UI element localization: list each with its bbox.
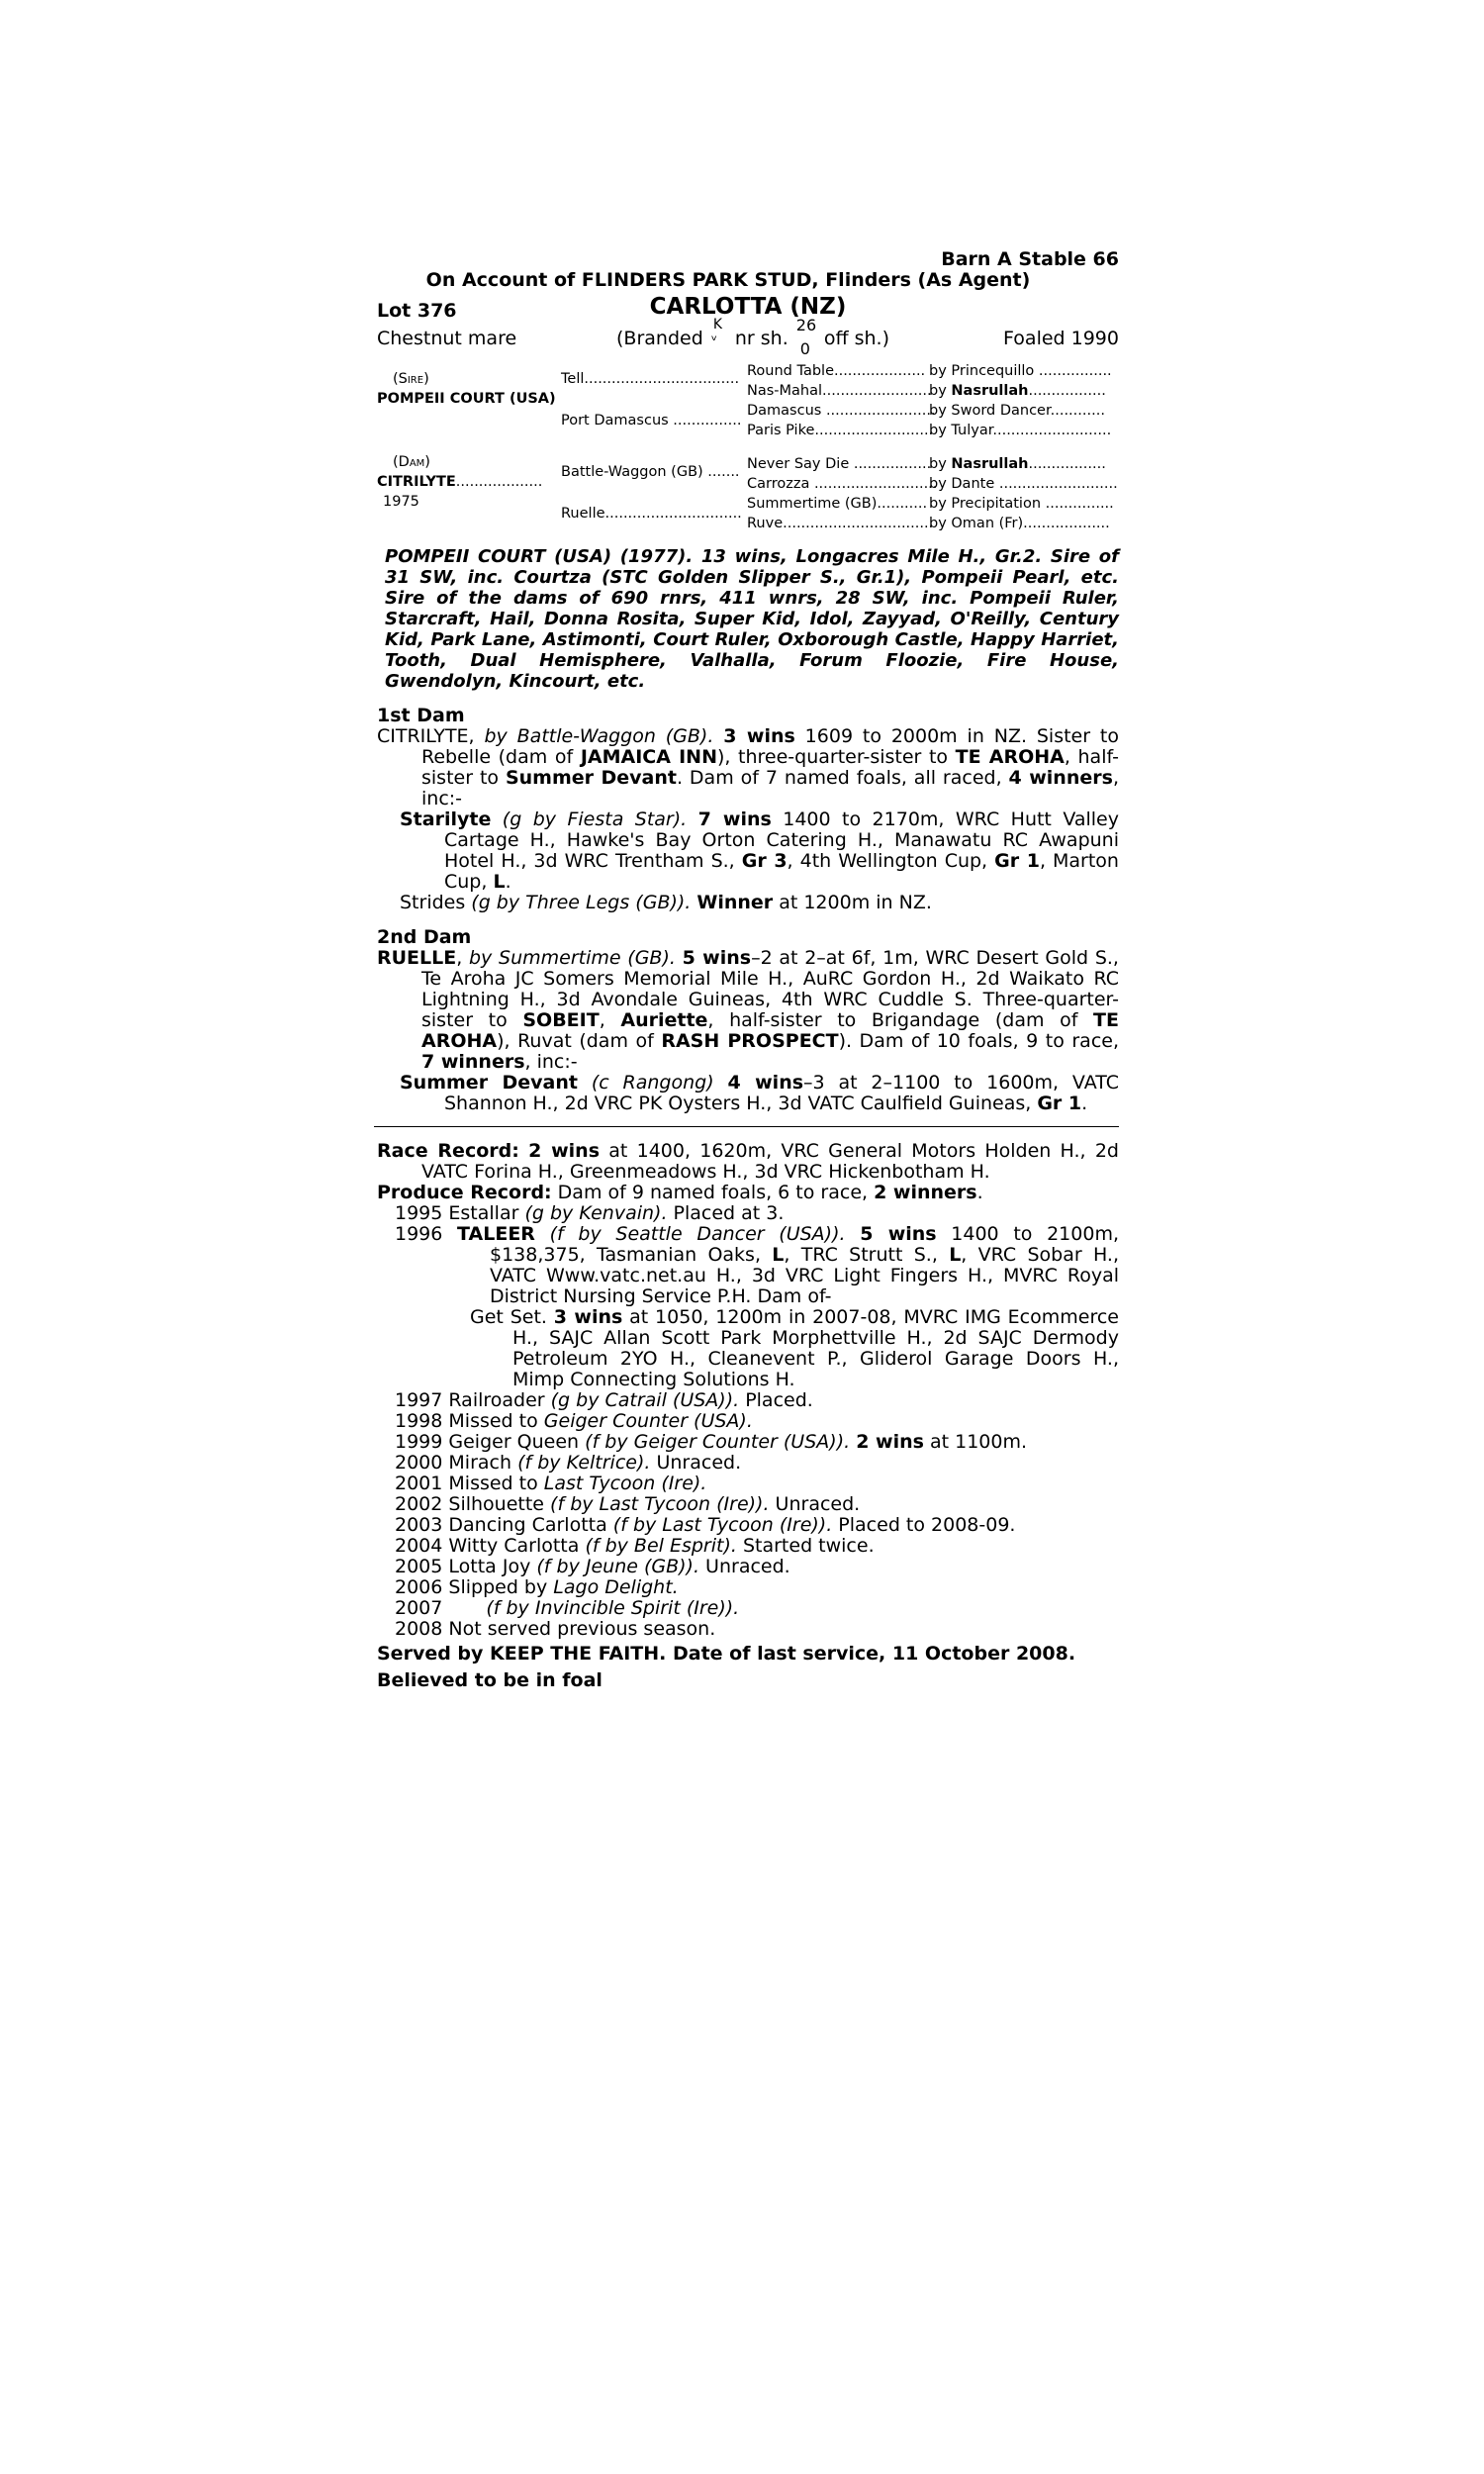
dam-tag: (Dam) [393, 454, 430, 470]
foal-status: Believed to be in foal [377, 1669, 603, 1691]
winners: 2 winners [874, 1182, 977, 1203]
brand-number-bottom: 0 [799, 339, 810, 358]
section-divider [374, 1126, 1119, 1127]
wins: 4 wins [727, 1072, 804, 1094]
text: 2004 Witty Carlotta [395, 1535, 586, 1557]
produce-2005 [377, 1557, 1119, 1577]
foaled-year: Foaled 1990 [1003, 328, 1119, 349]
ancestor-7: Summertime (GB)........... [747, 496, 928, 512]
second-dam-entry [377, 948, 1119, 1073]
text: at 1200m in NZ. [773, 892, 932, 913]
text: Strides [400, 892, 472, 913]
lot-number: Lot 376 [377, 300, 457, 322]
first-dam-entry [377, 726, 1119, 809]
sire-italic: Last Tycoon (Ire). [543, 1473, 707, 1494]
text: Started twice. [736, 1535, 875, 1557]
text: 2001 Missed to [395, 1473, 544, 1494]
wins: 2 wins [856, 1431, 924, 1453]
horse-name: CARLOTTA (NZ) [649, 294, 847, 320]
lot-row [377, 295, 1119, 325]
horse-bold: SOBEIT [522, 1009, 600, 1031]
text [687, 809, 697, 830]
text: –3 at 2–1100 to 1600m, VATC Shannon H., 2d VRC PK Oysters H., 3d VATC Caulfield Guineas, [444, 1072, 1119, 1114]
leader: ................. [1028, 383, 1106, 399]
brand-mid: nr sh. [734, 328, 788, 349]
text [713, 725, 723, 747]
sire-italic: by Battle-Waggon (GB). [484, 725, 714, 747]
produce-2008 [377, 1619, 1119, 1640]
colour-sex: Chestnut mare [377, 328, 517, 349]
wins: 3 wins [553, 1306, 623, 1328]
sire-italic: (g by Kenvain). [524, 1202, 668, 1224]
grade: Gr 3 [741, 850, 788, 872]
produce-getset [377, 1307, 1119, 1390]
sire-italic: (f by Geiger Counter (USA)). [585, 1431, 851, 1453]
sire-summary: POMPEII COURT (USA) (1977). 13 wins, Longacres Mile H., Gr.2. Sire of 31 SW, inc. Courtza (STC Golden Slipper S., Gr.1), Pompeii Pearl, etc. Sire of the dams of 690 rnrs, 411 wnrs, 28 SW, inc. Pompeii Ruler, Starcraft, Hail, Donna Rosita, Super Kid, Idol, Zayyad, O'Reilly, Century Kid, Park Lane, Astimonti, Court Ruler, Oxborough Castle, Happy Harriet, Tooth, Dual Hemisphere, Valhalla, Forum Floozie, Fire House, Gwendolyn, Kincourt, etc. [385, 546, 1119, 692]
text: . Dam of 7 named foals, all raced, [676, 767, 1009, 789]
ancestor-sire-3: by Sword Dancer............ [929, 403, 1105, 419]
dam-name-row [377, 473, 542, 491]
wins: 7 wins [697, 809, 772, 830]
wins: 3 wins [723, 725, 795, 747]
grade: Gr 1 [1037, 1093, 1082, 1114]
dam-sire: Battle-Waggon (GB) ....... [561, 464, 740, 480]
text: , TRC Strutt S., [784, 1244, 950, 1266]
produce-2006 [377, 1577, 1119, 1598]
text: at 1400, 1620m, VRC General Motors Holden H., 2d VATC Forina H., Greenmeadows H., 3d VRC Hickenbotham H. [421, 1140, 1119, 1183]
text: , Marton Cup, [444, 850, 1119, 893]
text: at 1100m. [923, 1431, 1028, 1453]
brand-letter: K [712, 317, 722, 333]
text: 1995 Estallar [395, 1202, 525, 1224]
foal-starilyte [377, 809, 1119, 893]
ancestor-sire-5 [929, 455, 1106, 473]
text: –2 at 2–at 6f, 1m, WRC Desert Gold S., Te Aroha JC Somers Memorial Mile H., AuRC Gordon H., 2d Waikato RC Lightning H., 3d Avondale Guineas, 4th WRC Cuddle S. Three-quarter-sister to [421, 947, 1119, 1031]
produce-record-label: Produce Record: [377, 1182, 552, 1203]
dam-leader: ................... [455, 474, 543, 490]
sire-italic: (f by Last Tycoon (Ire)). [550, 1493, 770, 1515]
sire-italic: Lago Delight. [553, 1576, 679, 1598]
produce-2004 [377, 1536, 1119, 1557]
produce-2001 [377, 1474, 1119, 1494]
horse-bold: RUELLE [377, 947, 457, 969]
dam-dam: Ruelle.............................. [561, 506, 742, 522]
text: 2006 Slipped by [395, 1576, 554, 1598]
sire-italic: (f by Invincible Spirit (Ire)). [486, 1597, 740, 1619]
dam-year: 1975 [383, 494, 419, 510]
brand-mark [709, 317, 729, 349]
brand-symbol-icon: ᵛ [710, 332, 718, 349]
ancestor-sire-4: by Tulyar.......................... [929, 423, 1112, 438]
description-row [377, 316, 1119, 358]
ancestor-1: Round Table.................... [747, 363, 926, 379]
wins: 5 wins [860, 1223, 937, 1245]
text: , VRC Sobar H., VATC Www.vatc.net.au H., 3d VRC Light Fingers H., MVRC Royal District Nursing Service P.H. Dam of- [490, 1244, 1119, 1307]
produce-1999 [377, 1432, 1119, 1453]
sire-italic: by Summertime (GB). [469, 947, 676, 969]
text: 2002 Silhouette [395, 1493, 551, 1515]
text: 2000 Mirach [395, 1452, 518, 1474]
text: Placed at 3. [667, 1202, 785, 1224]
ancestor-sire-7: by Precipitation ............... [929, 496, 1114, 512]
grade: L [949, 1244, 962, 1266]
ancestor-2: Nas-Mahal........................ [747, 383, 932, 399]
grade: L [772, 1244, 785, 1266]
brand-suffix: off sh.) [823, 328, 889, 349]
text: . [505, 871, 511, 893]
ancestor-4: Paris Pike.......................... [747, 423, 934, 438]
grade: L [493, 871, 506, 893]
text: 2003 Dancing Carlotta [395, 1514, 613, 1536]
horse-bold: TALEER [457, 1223, 535, 1245]
ancestor-8: Ruve................................. [747, 516, 934, 531]
text: 1999 Geiger Queen [395, 1431, 586, 1453]
leader: ................. [1028, 456, 1106, 472]
sire-tag: (Sire) [393, 371, 429, 387]
brand-number [794, 316, 818, 358]
horse-bold: Starilyte [400, 809, 492, 830]
text: Unraced. [699, 1556, 790, 1577]
produce-2000 [377, 1453, 1119, 1474]
horse-bold: RASH PROSPECT [661, 1030, 839, 1052]
text: , [599, 1009, 621, 1031]
wins: 2 wins [528, 1140, 601, 1162]
text: Placed. [739, 1389, 813, 1411]
brand-number-top: 26 [795, 316, 817, 334]
sire-italic: (g by Fiesta Star). [491, 809, 688, 830]
barn-stable: Barn A Stable 66 [941, 248, 1119, 270]
produce-1997 [377, 1390, 1119, 1411]
wins: 5 wins [682, 947, 752, 969]
text: , half-sister to [421, 746, 1119, 789]
sire-italic: Geiger Counter (USA). [543, 1410, 753, 1432]
sire-italic: (f by Seattle Dancer (USA)). [534, 1223, 846, 1245]
ancestor-6: Carrozza ........................... [747, 476, 938, 492]
sire-italic: (f by Bel Esprit). [585, 1535, 737, 1557]
winners: 7 winners [421, 1051, 525, 1073]
text [519, 1140, 528, 1162]
sire-italic: (f by Keltrice). [517, 1452, 651, 1474]
catalogue-page [377, 249, 1119, 1691]
sire-name: POMPEII COURT (USA) [377, 391, 556, 407]
text: , inc:- [524, 1051, 578, 1073]
by-prefix: by [929, 456, 952, 472]
second-dam-heading: 2nd Dam [377, 926, 472, 948]
sire-sire: Tell.................................. [561, 371, 740, 387]
text: Unraced. [650, 1452, 742, 1474]
text: Get Set. [470, 1306, 554, 1328]
winners: 4 winners [1008, 767, 1113, 789]
foal-strides [377, 893, 1119, 913]
text: Dam of 9 named foals, 6 to race, [551, 1182, 875, 1203]
race-record [377, 1141, 1119, 1183]
ancestor-sire-2 [929, 382, 1106, 400]
text: 1609 to 2000m in NZ. Sister to Rebelle (dam of [421, 725, 1119, 768]
horse-bold: Summer Devant [505, 767, 677, 789]
text: 2005 Lotta Joy [395, 1556, 537, 1577]
horse-bold: TE AROHA [421, 1009, 1119, 1052]
text: . [976, 1182, 983, 1203]
text: 1400 to 2170m, WRC Hutt Valley Cartage H., Hawke's Bay Orton Catering H., Manawatu RC Awapuni Hotel H., 3d WRC Trentham S., [444, 809, 1119, 872]
ancestor-sire-name: Nasrullah [951, 456, 1029, 472]
text: 2008 Not served previous season. [395, 1618, 716, 1640]
sire-dam: Port Damascus ............... [561, 413, 742, 428]
horse-bold: Summer Devant [400, 1072, 578, 1094]
brand-prefix: (Branded [616, 328, 703, 349]
text: Unraced. [769, 1493, 861, 1515]
sire-italic: (g by Catrail (USA)). [550, 1389, 740, 1411]
text: 1997 Railroader [395, 1389, 551, 1411]
text: , [456, 947, 469, 969]
dam-name: CITRILYTE [377, 474, 456, 490]
ancestor-sire-8: by Oman (Fr)................... [929, 516, 1110, 531]
produce-1995 [377, 1203, 1119, 1224]
horse-bold: Auriette [620, 1009, 708, 1031]
ancestor-sire-name: Nasrullah [951, 383, 1029, 399]
text: Placed to 2008-09. [832, 1514, 1016, 1536]
produce-2003 [377, 1515, 1119, 1536]
ancestor-sire-6: by Dante .......................... [929, 476, 1118, 492]
horse-bold: TE AROHA [955, 746, 1065, 768]
produce-record [377, 1183, 1119, 1203]
produce-2007 [377, 1598, 1119, 1619]
vendor-account: On Account of FLINDERS PARK STUD, Flinders (As Agent) [425, 269, 1031, 291]
service-note: Served by KEEP THE FAITH. Date of last service, 11 October 2008. [377, 1643, 1076, 1665]
brand-description [616, 316, 889, 358]
by-prefix: by [929, 383, 952, 399]
sire-italic: (f by Last Tycoon (Ire)). [612, 1514, 833, 1536]
text: , half-sister to Brigandage (dam of [707, 1009, 1094, 1031]
pedigree-table [377, 363, 1119, 536]
ancestor-5: Never Say Die ................. [747, 456, 932, 472]
produce-2002 [377, 1494, 1119, 1515]
wins: Winner [696, 892, 774, 913]
text: , 4th Wellington Cup, [787, 850, 995, 872]
foal-summer-devant [377, 1073, 1119, 1114]
produce-1998 [377, 1411, 1119, 1432]
text: , inc:- [421, 767, 1119, 809]
sire-italic: (g by Three Legs (GB)). [471, 892, 692, 913]
first-dam-heading: 1st Dam [377, 705, 465, 726]
produce-1996 [377, 1224, 1119, 1307]
text: 1996 [395, 1223, 458, 1245]
text: . [1081, 1093, 1088, 1114]
text [846, 1223, 861, 1245]
text: ). Dam of 10 foals, 9 to race, [838, 1030, 1119, 1052]
text [676, 947, 683, 969]
text: 1400 to 2100m, $138,375, Tasmanian Oaks, [490, 1223, 1119, 1266]
text: 2007 [395, 1597, 443, 1619]
text [714, 1072, 728, 1094]
text: ), Ruvat (dam of [497, 1030, 662, 1052]
grade: Gr 1 [994, 850, 1040, 872]
sire-italic: (c Rangong) [577, 1072, 714, 1094]
ancestor-3: Damascus ........................ [747, 403, 936, 419]
text: CITRILYTE, [377, 725, 485, 747]
text: at 1050, 1200m in 2007-08, MVRC IMG Ecommerce H., SAJC Allan Scott Park Morphettville H., 2d SAJC Dermody Petroleum 2YO H., Cleanevent P., Gliderol Garage Doors H., Mimp Connecting Solutions H. [512, 1306, 1119, 1390]
text: 1998 Missed to [395, 1410, 544, 1432]
text: ), three-quarter-sister to [716, 746, 956, 768]
ancestor-sire-1: by Princequillo ................ [929, 363, 1112, 379]
horse-bold: JAMAICA INN [580, 746, 717, 768]
sire-italic: (f by Jeune (GB)). [536, 1556, 700, 1577]
race-record-label: Race Record: [377, 1140, 519, 1162]
